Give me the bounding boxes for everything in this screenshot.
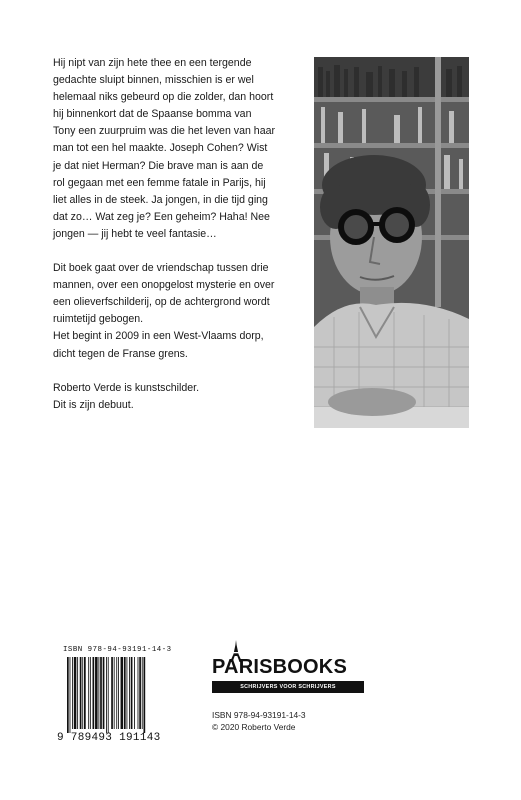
barcode-bar (70, 657, 71, 733)
back-cover-blurb (53, 55, 305, 431)
barcode-bar (100, 657, 102, 729)
publication-info (212, 710, 306, 733)
barcode-bar (124, 657, 126, 729)
barcode-bar (72, 657, 73, 729)
blurb-paragraph-2: Dit boek gaat over de vriendschap tussen drie mannen, over een onopgelost mysterie en over een olieverfschilderij, op de achtergrond wordt ruimtetijd gebogen. Het begint in 2009 in een West-Vlaams dorp, dicht tegen de Franse grens. (53, 262, 275, 360)
barcode-digits: 9 789493 191143 (57, 732, 161, 744)
barcode-bar (118, 657, 119, 729)
barcode-bar (90, 657, 91, 729)
barcode-isbn-label: ISBN 978-94-93191-14-3 (63, 646, 172, 654)
barcode-bar (77, 657, 78, 729)
barcode-bar (121, 657, 124, 729)
barcode-bar (98, 657, 99, 729)
publisher-logo-text: PARISBOOKS (212, 656, 347, 678)
blurb-paragraph-1: Hij nipt van zijn hete thee en een tergende gedachte sluipt binnen, misschien is er wel helemaal niks gebeurd op die zolder, dan hoort hij binnenkort dat de Spaanse bomma van Tony een zuurpruim was die het leven van haar man tot een hel maakte. Joseph Cohen? Wist je dat niet Herman? Die brave man is aan de rol gegaan met een femme fatale in Parijs, hij liet alles in de steek. Ja jongen, in die tijd ging dat zo… Wat zeg je? Een geheim? Haha! Nee jongen — jij hebt te veel fantasie… (53, 57, 276, 240)
isbn-barcode (57, 646, 172, 746)
publisher-tagline: SCHRIJVERS VOOR SCHRIJVERS (212, 682, 364, 693)
barcode-bar (127, 657, 128, 729)
barcode-bar (67, 657, 69, 733)
barcode-bars (67, 657, 169, 733)
blurb-paragraph-3: Roberto Verde is kunstschilder. Dit is zijn debuut. (53, 381, 200, 411)
author-photo (314, 57, 469, 428)
barcode-bar (80, 657, 82, 729)
barcode-bar (74, 657, 77, 729)
barcode-bar (129, 657, 130, 729)
barcode-bar (108, 657, 109, 733)
barcode-bar (88, 657, 89, 729)
barcode-bar (116, 657, 117, 729)
barcode-bar (142, 657, 143, 729)
barcode-bar (95, 657, 98, 729)
barcode-bar (103, 657, 105, 729)
copyright-notice: © 2020 Roberto Verde (212, 721, 296, 732)
barcode-bar (139, 657, 141, 729)
barcode-bar (134, 657, 135, 729)
barcode-bar (144, 657, 146, 733)
barcode-bar (84, 657, 86, 729)
barcode-bar (138, 657, 139, 729)
barcode-bar (114, 657, 115, 729)
barcode-bar (93, 657, 95, 729)
barcode-bar (111, 657, 113, 729)
barcode-bar (131, 657, 133, 729)
publication-isbn: ISBN 978-94-93191-14-3 (212, 710, 306, 720)
barcode-bar (106, 657, 107, 733)
barcode-bar (82, 657, 83, 729)
